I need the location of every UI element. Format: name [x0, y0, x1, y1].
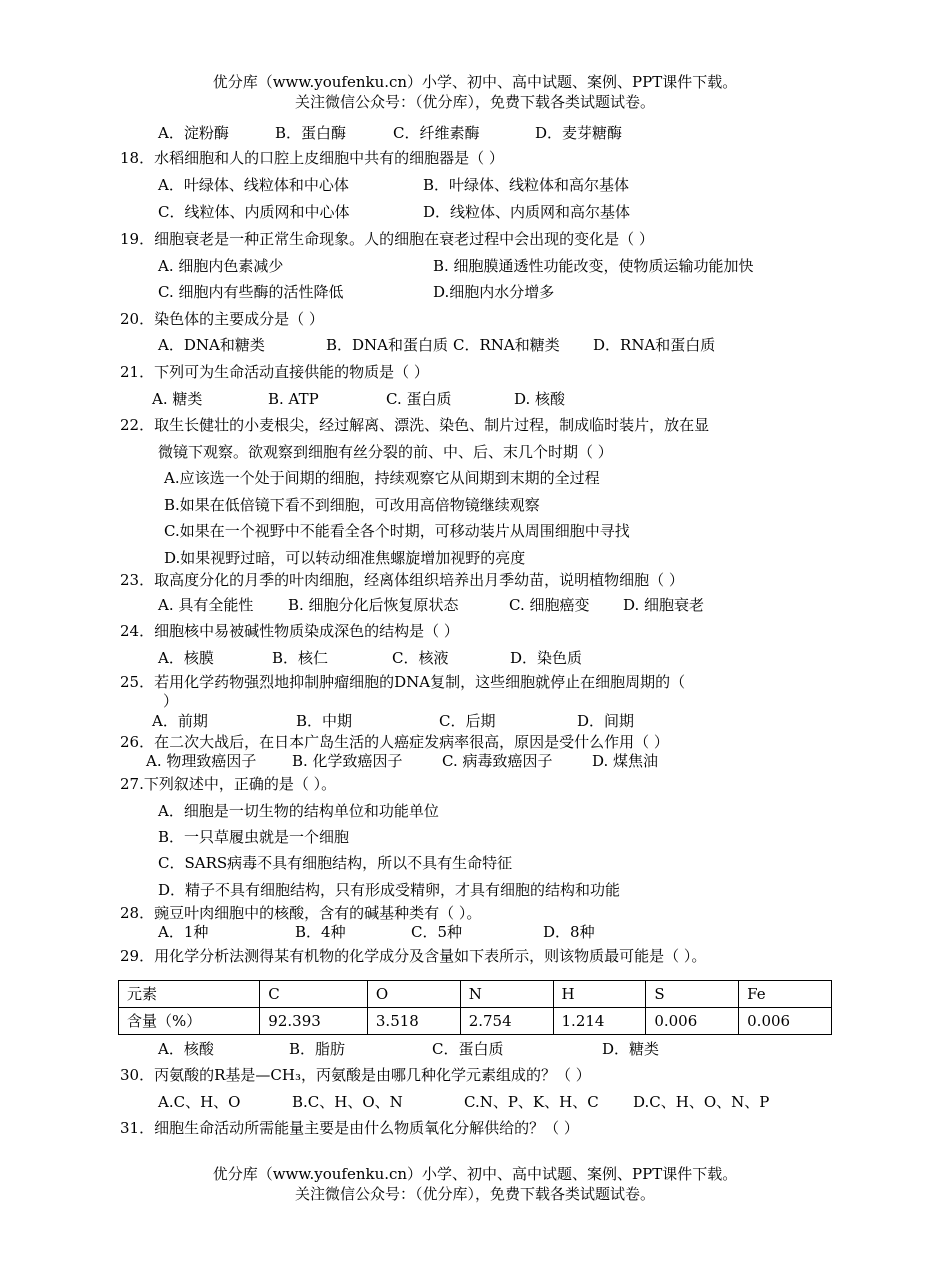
q21-option-a: A. 糖类 [152, 390, 203, 408]
q23-option-d: D. 细胞衰老 [623, 596, 705, 614]
q24-option-c: C．核液 [392, 649, 449, 667]
table-cell: 3.518 [367, 1008, 460, 1035]
composition-table [118, 980, 832, 1035]
q18-options-row1 [158, 175, 629, 195]
q19-options-row1 [158, 256, 754, 276]
q21-option-d: D. 核酸 [514, 390, 566, 408]
q22-stem-line-2: 微镜下观察。欲观察到细胞有丝分裂的前、中、后、末几个时期（ ） [158, 443, 613, 461]
q28-options [158, 922, 595, 942]
q27-option-b: B．一只草履虫就是一个细胞 [158, 828, 350, 846]
q17-option-b: B．蛋白酶 [275, 124, 347, 142]
q18-option-c: C．线粒体、内质网和中心体 [158, 203, 350, 221]
page-header [0, 72, 950, 112]
q26-option-c: C. 病毒致癌因子 [442, 752, 553, 770]
q18-option-a: A．叶绿体、线粒体和中心体 [158, 176, 349, 194]
q29-option-c: C．蛋白质 [432, 1040, 504, 1058]
q18-option-d: D．线粒体、内质网和高尔基体 [423, 203, 631, 221]
q31-stem: 31．细胞生命活动所需能量主要是由什么物质氧化分解供给的？（ ） [120, 1119, 579, 1137]
q20-option-d: D．RNA和蛋白质 [593, 336, 716, 354]
q21-options [152, 389, 565, 409]
q29-option-d: D．糖类 [602, 1040, 660, 1058]
q30-option-a: A.C、H、O [158, 1093, 241, 1111]
q24-options [158, 648, 582, 668]
q24-stem: 24．细胞核中易被碱性物质染成深色的结构是（ ） [120, 622, 459, 640]
table-cell: 2.754 [460, 1008, 553, 1035]
table-cell: S [646, 981, 739, 1008]
q20-options [158, 335, 715, 355]
q30-stem: 30．丙氨酸的R基是—CH₃，丙氨酸是由哪几种化学元素组成的？（ ） [120, 1066, 591, 1084]
table-cell: H [553, 981, 646, 1008]
q24-option-d: D．染色质 [510, 649, 583, 667]
q19-option-b: B. 细胞膜通透性功能改变，使物质运输功能加快 [433, 257, 754, 275]
q17-option-d: D．麦芽糖酶 [535, 124, 623, 142]
q23-stem: 23．取高度分化的月季的叶肉细胞，经离体组织培养出月季幼苗，说明植物细胞（ ） [120, 571, 684, 589]
q24-option-b: B．核仁 [272, 649, 329, 667]
q25-stem-line-1: 25．若用化学药物强烈地抑制肿瘤细胞的DNA复制，这些细胞就停止在细胞周期的（ [120, 673, 686, 691]
q19-stem: 19．细胞衰老是一种正常生命现象。人的细胞在衰老过程中会出现的变化是（ ） [120, 230, 654, 248]
footer-line-1: 优分库（www.youfenku.cn）小学、初中、高中试题、案例、PPT课件下载。 [212, 1165, 738, 1183]
q17-options [158, 123, 622, 143]
q23-options [158, 595, 704, 615]
header-line-1: 优分库（www.youfenku.cn）小学、初中、高中试题、案例、PPT课件下载。 [212, 73, 738, 91]
q19-option-a: A. 细胞内色素减少 [158, 257, 284, 275]
q30-option-b: B.C、H、O、N [292, 1093, 403, 1111]
q17-option-c: C．纤维素酶 [393, 124, 480, 142]
table-cell: 0.006 [646, 1008, 739, 1035]
q22-option-d: D.如果视野过暗，可以转动细准焦螺旋增加视野的亮度 [164, 549, 526, 567]
table-cell: 含量（%） [119, 1008, 260, 1035]
table-cell: Fe [739, 981, 832, 1008]
q30-option-d: D.C、H、O、N、P [633, 1093, 770, 1111]
q28-option-c: C．5种 [411, 923, 463, 941]
q23-option-a: A. 具有全能性 [158, 596, 254, 614]
q21-stem: 21．下列可为生命活动直接供能的物质是（ ） [120, 363, 429, 381]
q22-option-a: A.应该选一个处于间期的细胞，持续观察它从间期到末期的全过程 [164, 469, 600, 487]
q20-option-c: C．RNA和糖类 [453, 336, 560, 354]
q25-option-b: B．中期 [296, 712, 353, 730]
q26-option-a: A. 物理致癌因子 [146, 752, 257, 770]
table-cell: C [260, 981, 368, 1008]
q22-option-c: C.如果在一个视野中不能看全各个时期，可移动装片从周围细胞中寻找 [164, 522, 630, 540]
q30-options [158, 1092, 769, 1112]
q27-stem: 27.下列叙述中，正确的是（ ）。 [120, 775, 337, 793]
q28-stem: 28．豌豆叶肉细胞中的核酸，含有的碱基种类有（ ）。 [120, 904, 482, 922]
q29-options [158, 1039, 659, 1059]
q18-stem: 18．水稻细胞和人的口腔上皮细胞中共有的细胞器是（ ） [120, 149, 504, 167]
q25-options [152, 711, 634, 731]
header-line-2: 关注微信公众号：（优分库），免费下载各类试题试卷。 [294, 93, 655, 111]
table-cell: N [460, 981, 553, 1008]
q20-option-b: B．DNA和蛋白质 [326, 336, 449, 354]
q26-option-d: D. 煤焦油 [592, 752, 659, 770]
table-cell: O [367, 981, 460, 1008]
q18-options-row2 [158, 202, 630, 222]
table-row [119, 1008, 832, 1035]
q20-option-a: A．DNA和糖类 [158, 336, 265, 354]
q21-option-b: B. ATP [268, 390, 319, 408]
q29-option-a: A．核酸 [158, 1040, 214, 1058]
q19-options-row2 [158, 282, 554, 302]
q21-option-c: C. 蛋白质 [386, 390, 452, 408]
q29-option-b: B．脂肪 [289, 1040, 346, 1058]
table-cell: 92.393 [260, 1008, 368, 1035]
q25-option-a: A．前期 [152, 712, 208, 730]
q18-option-b: B．叶绿体、线粒体和高尔基体 [423, 176, 630, 194]
table-cell: 0.006 [739, 1008, 832, 1035]
q25-option-d: D．间期 [577, 712, 635, 730]
footer-line-2: 关注微信公众号：（优分库），免费下载各类试题试卷。 [294, 1185, 655, 1203]
q27-option-d: D．精子不具有细胞结构，只有形成受精卵，才具有细胞的结构和功能 [158, 881, 621, 899]
q30-option-c: C.N、P、K、H、C [464, 1093, 599, 1111]
q29-stem: 29．用化学分析法测得某有机物的化学成分及含量如下表所示，则该物质最可能是（ ）。 [120, 947, 707, 965]
q26-option-b: B. 化学致癌因子 [292, 752, 403, 770]
q26-options [146, 751, 658, 771]
q25-stem-line-2: ） [163, 692, 179, 710]
q25-option-c: C．后期 [439, 712, 496, 730]
page-footer [0, 1164, 950, 1204]
q26-stem: 26．在二次大战后，在日本广岛生活的人癌症发病率很高，原因是受什么作用（ ） [120, 733, 669, 751]
q20-stem: 20．染色体的主要成分是（ ） [120, 310, 324, 328]
q23-option-b: B. 细胞分化后恢复原状态 [288, 596, 459, 614]
table-row [119, 981, 832, 1008]
q28-option-d: D．8种 [543, 923, 595, 941]
q22-stem-line-1: 22．取生长健壮的小麦根尖，经过解离、漂洗、染色、制片过程，制成临时装片，放在显 [120, 416, 710, 434]
q27-option-a: A．细胞是一切生物的结构单位和功能单位 [158, 802, 439, 820]
q22-option-b: B.如果在低倍镜下看不到细胞，可改用高倍物镜继续观察 [164, 496, 540, 514]
q28-option-b: B．4种 [295, 923, 346, 941]
q27-option-c: C．SARS病毒不具有细胞结构，所以不具有生命特征 [158, 854, 513, 872]
q23-option-c: C. 细胞癌变 [509, 596, 590, 614]
table-cell: 元素 [119, 981, 260, 1008]
q24-option-a: A．核膜 [158, 649, 214, 667]
table-cell: 1.214 [553, 1008, 646, 1035]
q28-option-a: A．1种 [158, 923, 209, 941]
q17-option-a: A．淀粉酶 [158, 124, 229, 142]
q19-option-d: D.细胞内水分增多 [433, 283, 555, 301]
q19-option-c: C. 细胞内有些酶的活性降低 [158, 283, 344, 301]
